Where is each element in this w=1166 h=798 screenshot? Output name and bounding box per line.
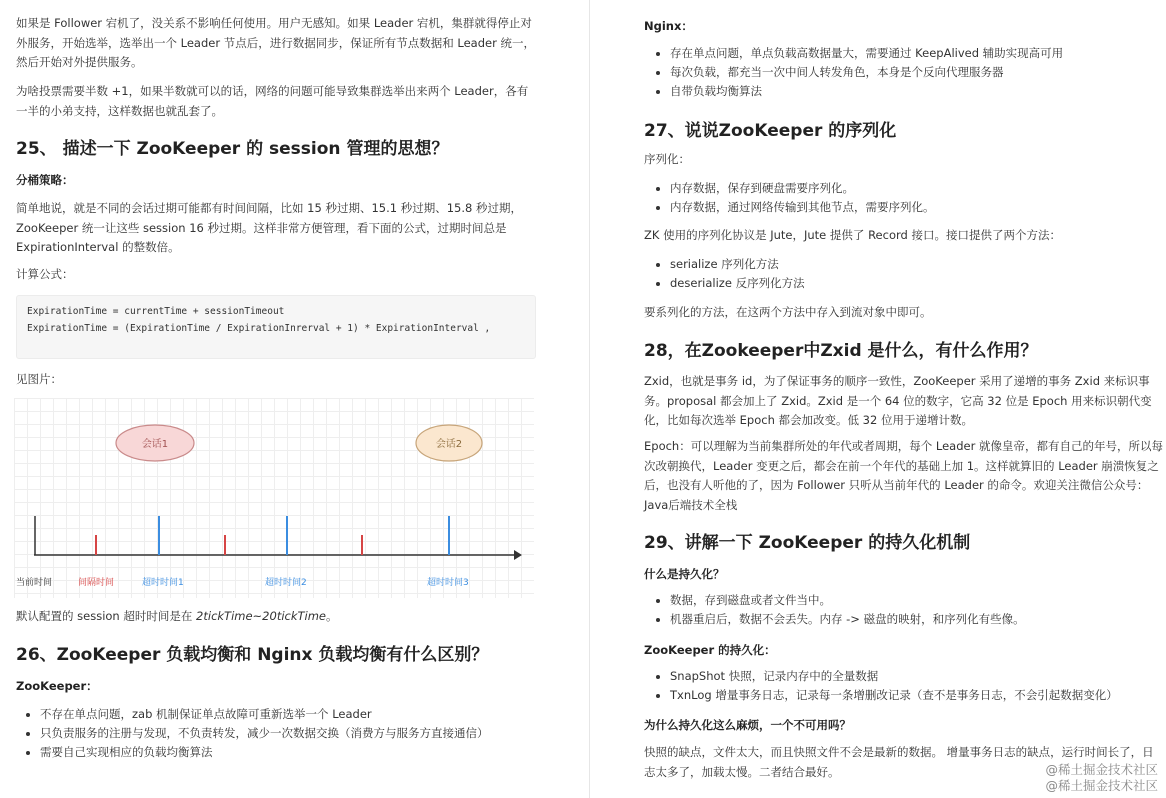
heading-26: 26、ZooKeeper 负载均衡和 Nginx 负载均衡有什么区别？ [16, 645, 489, 665]
formula-label: 计算公式： [16, 267, 74, 281]
why-paragraph: 快照的缺点，文件太大，而且快照文件不会是最新的数据。 增量事务日志的缺点，运行时间长了，日志太多了，加载太慢。二者结合最好。 [644, 745, 1154, 779]
persistence-list [654, 591, 1164, 629]
list-item: 内存数据，保存到硬盘需要序列化。 [654, 179, 1164, 198]
list-item: 内存数据，通过网络传输到其他节点，需要序列化。 [654, 198, 1164, 217]
session-diagram-svg [14, 398, 534, 598]
nginx-list [654, 44, 1164, 101]
label-timeout-2: 超时时间2 [265, 578, 307, 588]
list-item: 数据，存到磁盘或者文件当中。 [654, 591, 1164, 610]
default-timeout-prefix: 默认配置的 session 超时时间是在 [16, 609, 197, 623]
heading-29: 29、讲解一下 ZooKeeper 的持久化机制 [644, 533, 971, 553]
list-item: 只负责服务的注册与发现，不负责转发，减少一次数据交换（消费方与服务方直接通信） [24, 724, 544, 743]
list-item: 每次负载，都充当一次中间人转发角色，本身是个反向代理服务器 [654, 63, 1164, 82]
list-item: TxnLog 增量事务日志，记录每一条增删改记录（查不是事务日志，不会引起数据变化） [654, 686, 1164, 705]
list-item: 机器重启后，数据不会丢失。内存 -> 磁盘的映射，和序列化有些像。 [654, 610, 1164, 629]
left-page [0, 0, 580, 798]
zookeeper-title: ZooKeeper： [16, 679, 98, 693]
session1-label: 会话1 [141, 439, 169, 450]
zookeeper-list [24, 705, 544, 762]
zk-persistence-title: ZooKeeper 的持久化： [644, 643, 776, 657]
heading-28: 28，在Zookeeper中Zxid 是什么，有什么作用？ [644, 341, 1038, 361]
watermark-line-2: @稀土掘金技术社区 [1045, 778, 1158, 793]
session-diagram [14, 398, 534, 598]
right-page [598, 0, 1166, 798]
serialization-list [654, 179, 1164, 217]
label-now: 当前时间 [16, 578, 53, 588]
jute-list [654, 255, 1164, 293]
zk-persistence-list [654, 667, 1164, 705]
follower-paragraph: 如果是 Follower 宕机了，没关系不影响任何使用。用户无感知。如果 Leader 宕机，集群就得停止对外服务，开始选举，选举出一个 Leader 节点后，进行数据同步，保证所有节点数据和 Leader 统一，然后开始对外提供服务。 [16, 16, 535, 69]
code-block [16, 295, 536, 359]
default-timeout-paragraph [16, 607, 536, 627]
default-timeout-suffix: 。 [326, 609, 338, 623]
serialization-label: 序列化： [644, 152, 690, 166]
why-title: 为什么持久化这么麻烦，一个不可用吗？ [644, 718, 851, 732]
label-timeout-3: 超时时间3 [427, 578, 469, 588]
list-item: deserialize 反序列化方法 [654, 274, 1164, 293]
default-timeout-formula: 2tickTime~20tickTime [196, 609, 327, 623]
timeline-arrow [514, 550, 522, 560]
persistence-question: 什么是持久化？ [644, 567, 725, 581]
list-item: 自带负载均衡算法 [654, 82, 1164, 101]
zxid-paragraph: Zxid，也就是事务 id，为了保证事务的顺序一致性，ZooKeeper 采用了递增的事务 Zxid 来标识事务。proposal 都会加上了 Zxid。Zxid 是一个 64 位的数字，它高 32 位是 Epoch 用来标识朝代变化，比如每次选举 Epoch 都会加改变。低 32 位用于递增计数。 [644, 374, 1152, 427]
label-interval: 间隔时间 [78, 578, 115, 588]
see-image-label: 见图片： [16, 372, 62, 386]
code-line-2: ExpirationTime = (ExpirationTime / ExpirationInrerval + 1) * ExpirationInterval , [27, 323, 491, 334]
session2-label: 会话2 [435, 439, 463, 450]
list-item: 存在单点问题，单点负载高数据量大，需要通过 KeepAlived 辅助实现高可用 [654, 44, 1164, 63]
code-line-1: ExpirationTime = currentTime + sessionTimeout [27, 306, 285, 317]
list-item: serialize 序列化方法 [654, 255, 1164, 274]
nginx-title: Nginx： [644, 19, 693, 33]
label-timeout-1: 超时时间1 [142, 578, 184, 588]
watermark [1045, 762, 1158, 794]
watermark-line-1: @稀土掘金技术社区 [1045, 762, 1158, 777]
heading-27: 27、说说ZooKeeper 的序列化 [644, 121, 897, 141]
page-divider [589, 0, 590, 798]
heading-25: 25、 描述一下 ZooKeeper 的 session 管理的思想？ [16, 139, 449, 159]
list-item: SnapShot 快照，记录内存中的全量数据 [654, 667, 1164, 686]
jute-paragraph: ZK 使用的序列化协议是 Jute，Jute 提供了 Record 接口。接口提供了两个方法： [644, 228, 1061, 242]
bucket-strategy-title: 分桶策略： [16, 173, 74, 187]
bucket-paragraph: 简单地说，就是不同的会话过期可能都有时间间隔，比如 15 秒过期、15.1 秒过期、15.8 秒过期，ZooKeeper 统一让这些 session 16 秒过期。这样非常方便管理，看下面的公式，过期时间总是 ExpirationInterval 的整数倍。 [16, 201, 522, 254]
list-item: 不存在单点问题，zab 机制保证单点故障可重新选举一个 Leader [24, 705, 544, 724]
serialization-end-paragraph: 要系列化的方法，在这两个方法中存入到流对象中即可。 [644, 305, 932, 319]
list-item: 需要自己实现相应的负载均衡算法 [24, 743, 544, 762]
vote-paragraph: 为啥投票需要半数 +1，如果半数就可以的话，网络的问题可能导致集群选举出来两个 Leader，各有一半的小弟支持，这样数据也就乱套了。 [16, 84, 529, 118]
epoch-paragraph: Epoch：可以理解为当前集群所处的年代或者周期，每个 Leader 就像皇帝，都有自己的年号，所以每次改朝换代，Leader 变更之后，都会在前一个年代的基础上加 1。这样就算旧的 Leader 崩溃恢复之后，也没有人听他的了，因为 Follower 只听从当前年代的 Leader 的命令。欢迎关注微信公众号：Java后端技术全栈 [644, 439, 1163, 512]
